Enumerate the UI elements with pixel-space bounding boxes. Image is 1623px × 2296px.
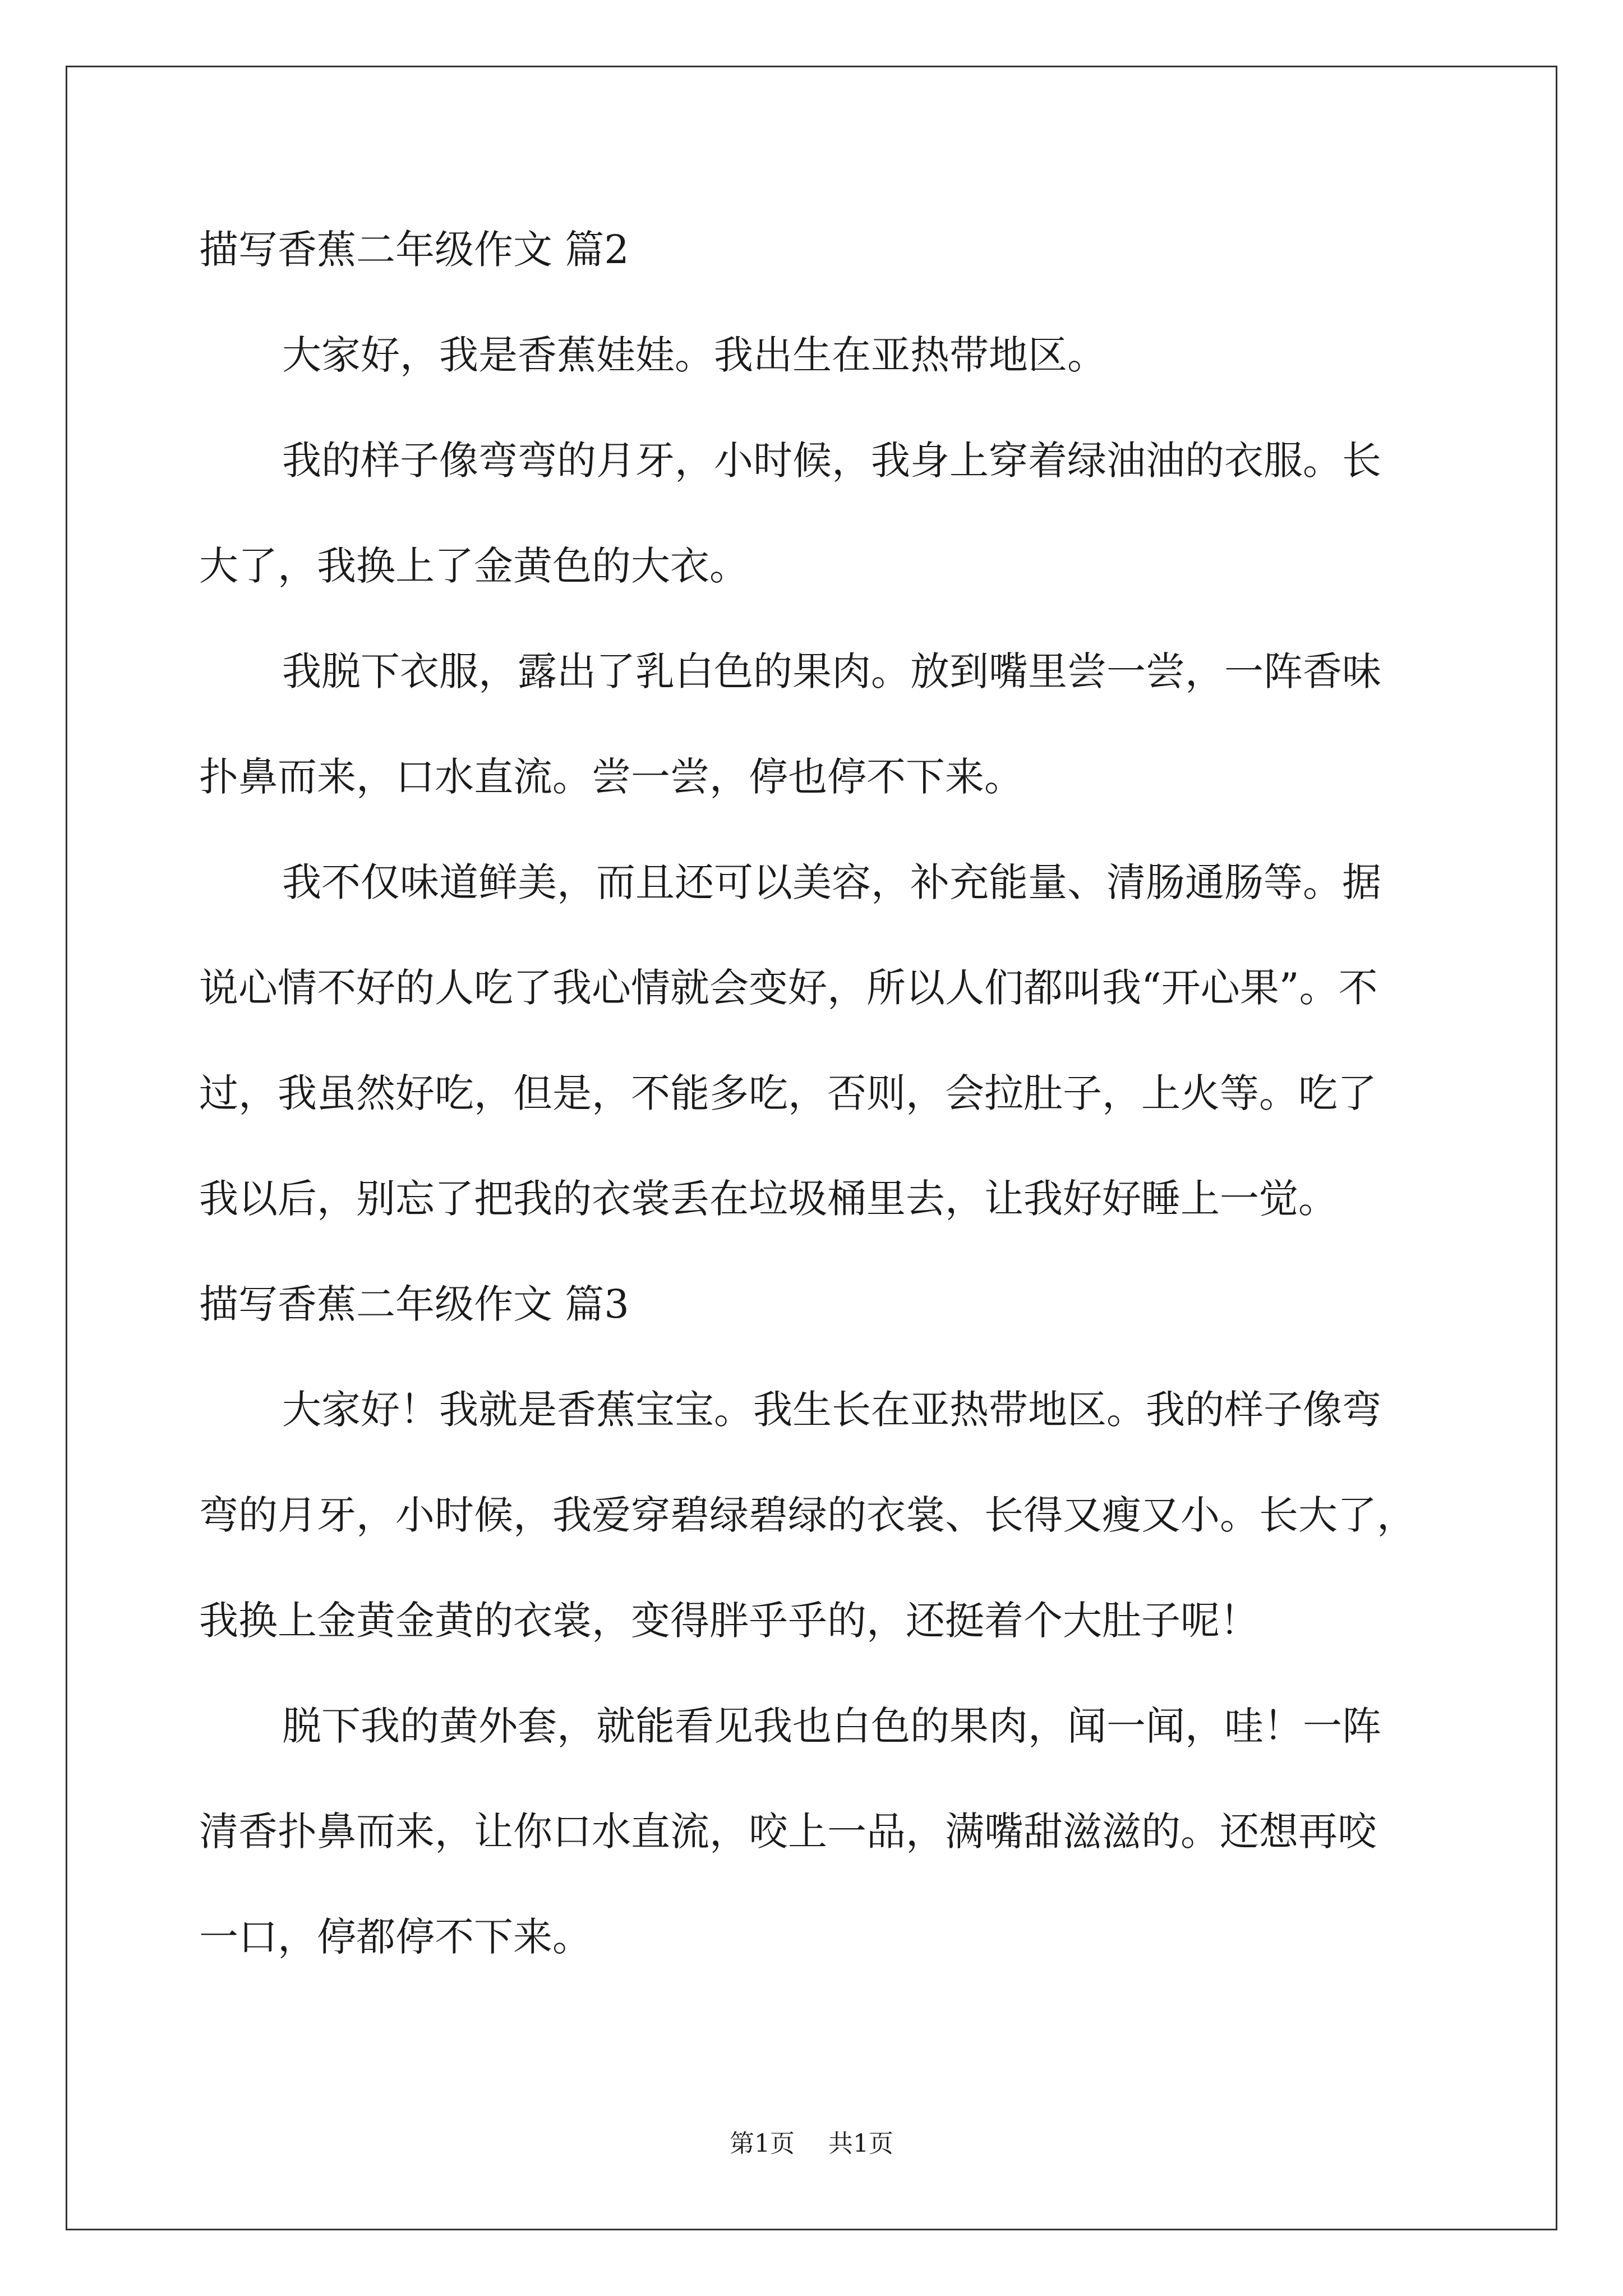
paragraph (199, 327, 1444, 432)
paragraph-line: 大家好，我是香蕉娃娃。我出生在亚热带地区。 (282, 332, 1106, 378)
paragraph (199, 432, 1444, 643)
paragraph-line: 弯的月牙，小时候，我爱穿碧绿碧绿的衣裳、长得又瘦又小。长大了， (199, 1492, 1416, 1538)
paragraph-line: 扑鼻而来，口水直流。尝一尝，停也停不下来。 (199, 754, 1023, 800)
section-heading: 描写香蕉二年级作文 篇3 (199, 1281, 629, 1327)
page-number: 第1页 (730, 2129, 795, 2158)
section-heading: 描写香蕉二年级作文 篇2 (199, 227, 629, 273)
paragraph (199, 1698, 1444, 2014)
paragraph-line: 一口，停都停不下来。 (199, 1914, 592, 1960)
paragraph-line: 脱下我的黄外套，就能看见我也白色的果肉，闻一闻，哇！一阵 (282, 1703, 1381, 1749)
paragraph-line: 清香扑鼻而来，让你口水直流，咬上一品，满嘴甜滋滋的。还想再咬 (199, 1809, 1377, 1855)
paragraph-line: 我换上金黄金黄的衣裳，变得胖乎乎的，还挺着个大肚子呢！ (199, 1598, 1259, 1644)
page-total: 共1页 (828, 2129, 893, 2158)
paragraph (199, 854, 1444, 1276)
paragraph-line: 说心情不好的人吃了我心情就会变好，所以人们都叫我“开心果”。不 (199, 965, 1378, 1011)
paragraph-line: 过，我虽然好吃，但是，不能多吃，否则，会拉肚子，上火等。吃了 (199, 1070, 1377, 1116)
paragraph-line: 我的样子像弯弯的月牙，小时候，我身上穿着绿油油的衣服。长 (282, 438, 1381, 484)
paragraph (199, 643, 1444, 854)
document-body (199, 222, 1444, 2014)
page-footer (0, 2127, 1623, 2161)
paragraph-line: 我脱下衣服，露出了乳白色的果肉。放到嘴里尝一尝，一阵香味 (282, 648, 1381, 694)
paragraph (199, 1382, 1444, 1698)
paragraph-line: 大了，我换上了金黄色的大衣。 (199, 543, 749, 589)
paragraph-line: 大家好！我就是香蕉宝宝。我生长在亚热带地区。我的样子像弯 (282, 1387, 1381, 1433)
paragraph-line: 我不仅味道鲜美，而且还可以美容，补充能量、清肠通肠等。据 (282, 859, 1381, 905)
paragraph-line: 我以后，别忘了把我的衣裳丢在垃圾桶里去，让我好好睡上一觉。 (199, 1176, 1338, 1222)
